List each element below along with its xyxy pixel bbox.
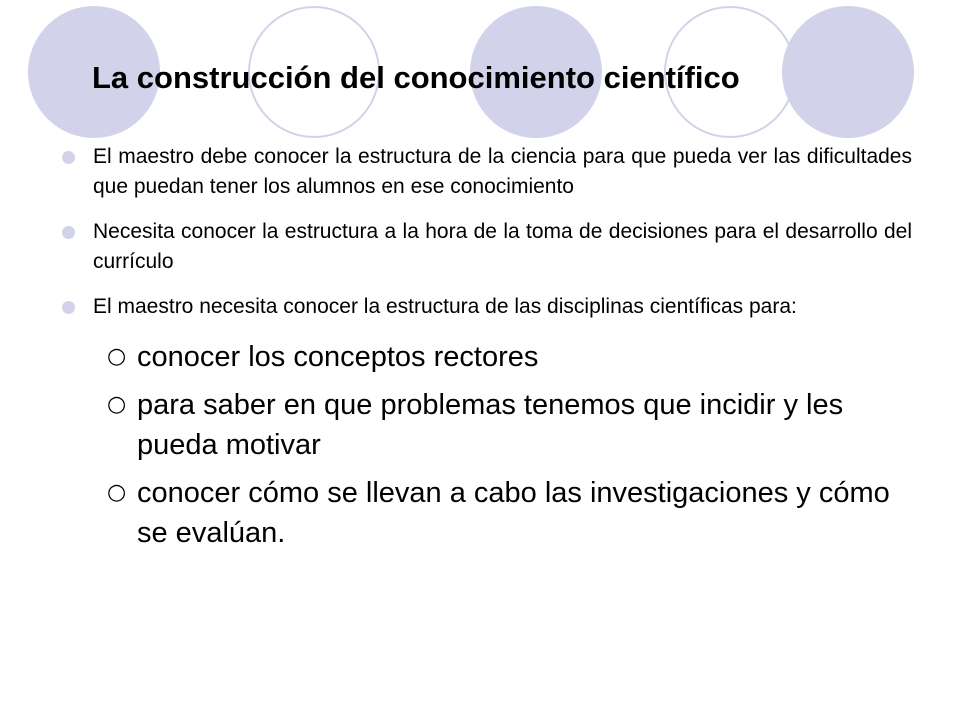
sub-bullet-item bbox=[60, 473, 912, 553]
bullet-dot-icon bbox=[62, 226, 75, 239]
slide-body bbox=[60, 142, 912, 561]
sub-bullet-text: para saber en que problemas tenemos que incidir y les pueda motivar bbox=[137, 389, 844, 461]
bullet-item bbox=[60, 292, 912, 322]
sub-bullet-text: conocer los conceptos rectores bbox=[137, 341, 539, 373]
bullet-text: El maestro debe conocer la estructura de la ciencia para que pueda ver las dificultades que puedan tener los alumnos en ese conocimiento bbox=[93, 145, 912, 198]
bullet-item bbox=[60, 142, 912, 202]
ring-bullet-icon: ○ bbox=[107, 344, 127, 369]
bullet-text: Necesita conocer la estructura a la hora de la toma de decisiones para el desarrollo del currículo bbox=[93, 220, 912, 273]
ring-bullet-icon: ○ bbox=[107, 480, 127, 505]
sub-bullet-text: conocer cómo se llevan a cabo las investigaciones y cómo se evalúan. bbox=[137, 477, 890, 549]
bullet-dot-icon bbox=[62, 301, 75, 314]
ring-bullet-icon: ○ bbox=[107, 392, 127, 417]
sub-bullet-item bbox=[60, 385, 912, 465]
sub-bullet-item bbox=[60, 337, 912, 377]
bullet-text: El maestro necesita conocer la estructura de las disciplinas científicas para: bbox=[93, 295, 797, 318]
slide-title: La construcción del conocimiento científico bbox=[92, 60, 740, 95]
bullet-item bbox=[60, 217, 912, 277]
bullet-dot-icon bbox=[62, 151, 75, 164]
